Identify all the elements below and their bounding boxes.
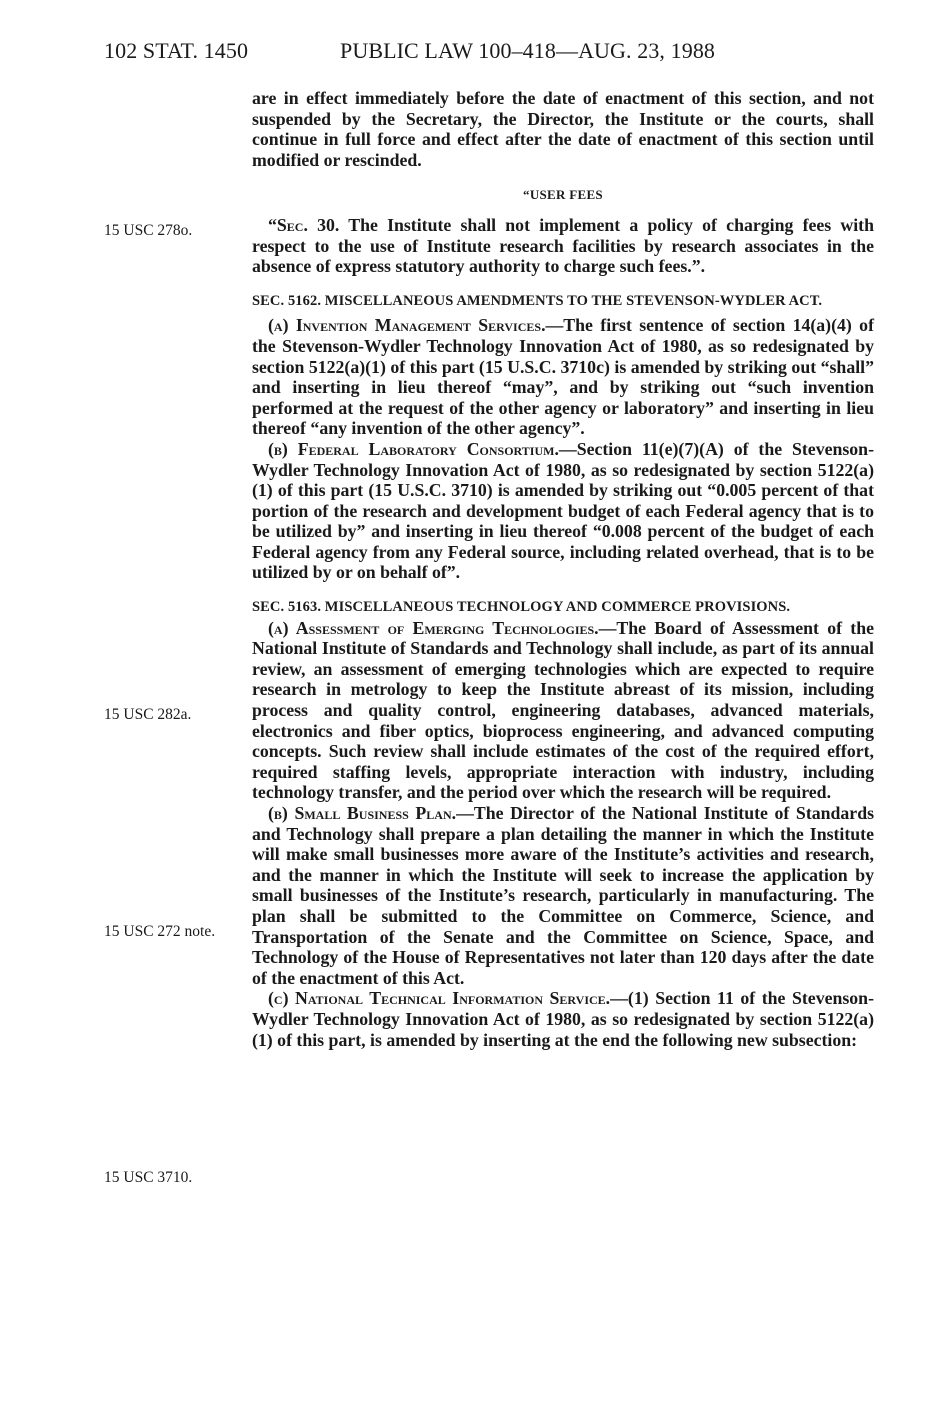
margin-note-282a: 15 USC 282a. (104, 706, 192, 723)
emerging-technologies-text: —The Board of Assessment of the National Institute of Standards and Technology shall include, as part of its annual review, an assessment of emerging technologies which are expected to require research in metrology to keep the Institute abreast of its mission, including process and quality control, engineering databases, advanced materials, electronics and fiber optics, bioprocess engineering, and advanced computing concepts. Such review shall include estimates of the cost of the required effort, required staffing levels, appropriate interaction with industry, including technology transfer, and the period over which the research will be required. (252, 617, 874, 803)
paragraph-invention-management (252, 315, 874, 439)
law-title: PUBLIC LAW 100–418—AUG. 23, 1988 (340, 38, 716, 63)
stat-citation: 102 STAT. 1450 (104, 38, 249, 63)
sec30-label: “Sec. 30. (268, 214, 340, 235)
small-business-text: —The Director of the National Institute of Standards and Technology shall prepare a plan detailing the manner in which the Institute will make small businesses more aware of the Institute’s activities and research, and the manner in which the Institute will seek to increase the application by small businesses of the Institute’s research, particularly in manufacturing. The plan shall be submitted to the Committee on Commerce, Science, and Transportation of the Senate and the Committee on Science, Space, and Technology of the House of Representatives not later than 120 days after the date of the enactment of this Act. (252, 803, 874, 988)
continuation-paragraph: are in effect immediately before the date of enactment of this section, and not suspended by the Secretary, the Director, the Institute or the courts, shall continue in full force and effect after the date of enactment of this section until modified or rescinded. (252, 88, 874, 170)
user-fees-heading: “USER FEES (523, 187, 603, 203)
margin-note-272-note: 15 USC 272 note. (104, 923, 216, 940)
body-text (252, 88, 874, 1050)
invention-management-label: (a) Invention Management Services. (268, 315, 546, 336)
federal-laboratory-label: (b) Federal Laboratory Consortium. (268, 438, 559, 459)
sec30-text: The Institute shall not implement a policy of charging fees with respect to the use of Institute research facilities by research associates in the absence of express statutory authority to charge such fees.”. (252, 214, 874, 277)
ntis-label: (c) National Technical Information Service. (268, 988, 611, 1009)
sec30-paragraph (252, 215, 874, 277)
paragraph-emerging-technologies (252, 618, 874, 803)
sec5162-heading: SEC. 5162. MISCELLANEOUS AMENDMENTS TO THE STEVENSON-WYDLER ACT. (252, 292, 823, 309)
margin-note-278o: 15 USC 278o. (104, 222, 193, 239)
ntis-text: —(1) Section 11 of the Stevenson-Wydler Technology Innovation Act of 1980, as so redesignated by section 5122(a)(1) of this part, is amended by inserting at the end the following new subsection: (252, 988, 874, 1050)
paragraph-small-business (252, 803, 874, 988)
federal-laboratory-text: —Section 11(e)(7)(A) of the Stevenson-Wydler Technology Innovation Act of 1980, as so redesignated by section 5122(a)(1) of this part (15 U.S.C. 3710) is amended by striking out “0.005 percent of that portion of the research and development budget of each Federal agency that is to be utilized by” and inserting in lieu thereof “0.008 percent of the budget of each Federal agency from any Federal source, including related overhead, that is to be utilized by or on behalf of”. (252, 438, 874, 583)
invention-management-text: —The first sentence of section 14(a)(4) of the Stevenson-Wydler Technology Innovation Act of 1980, as so redesignated by section 5122(a)(1) of this part (15 U.S.C. 3710c) is amended by striking out “shall” and inserting in lieu thereof “may”, and by striking out “such invention performed at the request of the other agency or laboratory” and inserting in lieu thereof “any invention of the other agency”. (252, 315, 874, 439)
sec5163-heading: SEC. 5163. MISCELLANEOUS TECHNOLOGY AND COMMERCE PROVISIONS. (252, 599, 791, 616)
paragraph-ntis (252, 988, 874, 1050)
margin-note-3710: 15 USC 3710. (104, 1169, 193, 1186)
small-business-label: (b) Small Business Plan. (268, 803, 457, 823)
paragraph-federal-laboratory (252, 439, 874, 583)
emerging-technologies-label: (a) Assessment of Emerging Technologies. (268, 617, 599, 638)
